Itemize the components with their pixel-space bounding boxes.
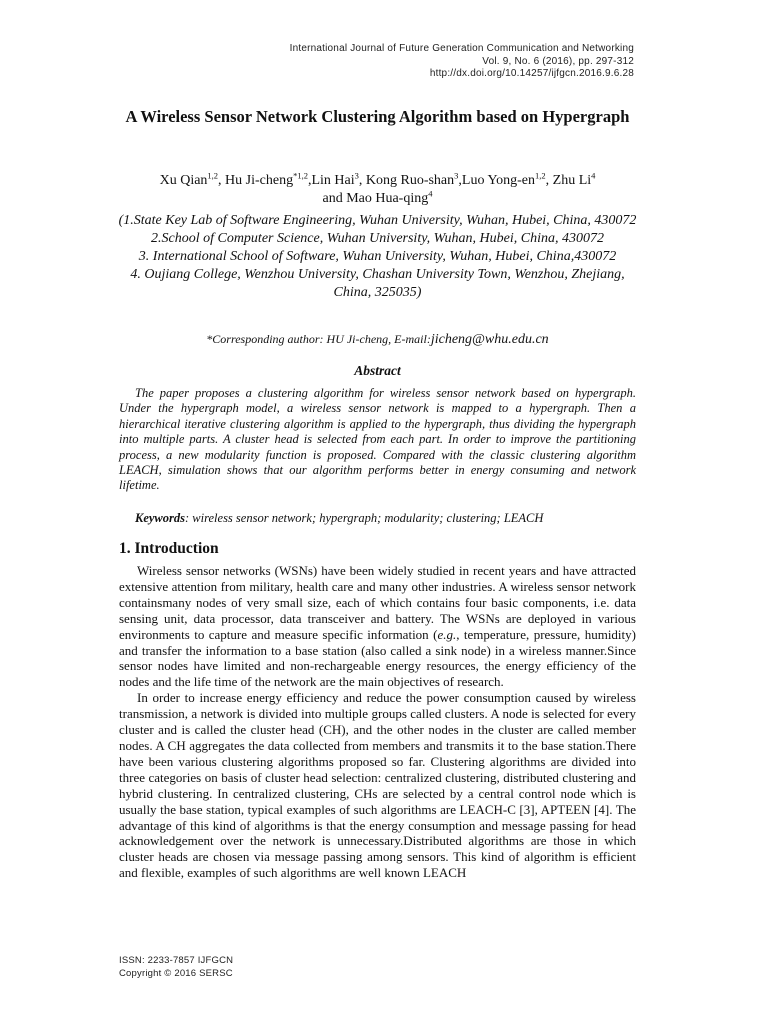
- paragraph-1-part-a: Wireless sensor networks (WSNs) have been widely studied in recent years and have attracted extensive attention from military, health care and many other industries. A wireless sensor network containsmany nodes of very small size, each of which contains four basic components, i.e. data sensing unit, data processor, data transceiver and battery. The WSNs are deployed in various environments to capture and measure specific information (: [119, 563, 636, 642]
- author-list: [110, 172, 645, 208]
- author-affiliation-marker: 3: [354, 170, 359, 181]
- author-affiliation-marker: 1,2: [535, 170, 546, 181]
- keywords: [135, 511, 635, 526]
- author-separator: ,: [358, 173, 366, 188]
- paragraph-1: [119, 563, 636, 690]
- author-affiliation-marker: 4: [428, 188, 433, 199]
- abstract-heading: Abstract: [354, 363, 401, 378]
- keywords-text: : wireless sensor network; hypergraph; modularity; clustering; LEACH: [185, 511, 544, 525]
- keywords-label: Keywords: [135, 511, 185, 525]
- affiliation-3: 3. International School of Software, Wuhan University, Wuhan, Hubei, China,430072: [138, 249, 617, 264]
- journal-name: International Journal of Future Generation Communication and Networking: [289, 43, 634, 54]
- author-name: Zhu Li: [552, 173, 592, 188]
- author-affiliation-marker: 3: [454, 170, 459, 181]
- paragraph-1-eg: e.g.: [437, 626, 457, 642]
- journal-volume: Vol. 9, No. 6 (2016), pp. 297-312: [482, 55, 634, 67]
- section-heading-introduction: 1. Introduction: [119, 540, 219, 557]
- journal-doi: http://dx.doi.org/10.14257/ijfgcn.2016.9.6.28: [429, 68, 634, 79]
- corresponding-author: [110, 331, 645, 348]
- author-separator: ,: [218, 173, 226, 188]
- journal-header: [290, 43, 634, 81]
- abstract-body: [119, 386, 636, 494]
- affiliation-1: (1.State Key Lab of Software Engineering, Wuhan University, Wuhan, Hubei, China, 430072: [118, 213, 637, 228]
- author-name: and Mao Hua-qing: [322, 191, 429, 206]
- author-separator: ,: [458, 173, 462, 188]
- author-name: Luo Yong-en: [461, 173, 536, 188]
- author-name: Xu Qian: [159, 173, 208, 188]
- corresponding-email: jicheng@whu.edu.cn: [430, 332, 549, 347]
- author-name: Lin Hai: [311, 173, 355, 188]
- footer-copyright: Copyright © 2016 SERSC: [119, 968, 233, 979]
- affiliation-2: 2.School of Computer Science, Wuhan University, Wuhan, Hubei, China, 430072: [150, 231, 604, 246]
- affiliation-4: 4. Oujiang College, Wenzhou University, Chashan University Town, Wenzhou, Zhejiang, China, 325035): [130, 267, 625, 300]
- author-affiliation-marker: 4: [591, 170, 596, 181]
- author-name: Hu Ji-cheng: [225, 173, 294, 188]
- author-separator: ,: [545, 173, 553, 188]
- affiliations: [110, 212, 645, 302]
- paragraph-1-part-b: , temperature, pressure, humidity) and transfer the information to a base station (also called a sink node) in a wireless manner.Since sensor nodes have limited and non-rechargeable energy resources, the energy efficiency of the nodes and the life time of the network are the main objectives of research.: [119, 626, 636, 690]
- abstract-text: The paper proposes a clustering algorithm for wireless sensor network based on hypergraph. Under the hypergraph model, a wireless sensor network is mapped to a hypergraph. Then a hierarchical iterative clustering algorithm is applied to the hypergraph, thus dividing the hypergraph into multiple parts. A cluster head is selected from each part. In order to improve the partitioning process, a new modularity function is proposed. Compared with the classic clustering algorithm LEACH, simulation shows that our algorithm performs better in energy consuming and network lifetime.: [119, 386, 636, 493]
- author-affiliation-marker: 1,2: [207, 170, 219, 181]
- paper-title: A Wireless Sensor Network Clustering Algorithm based on Hypergraph: [125, 107, 630, 126]
- corresponding-label: *Corresponding author: HU Ji-cheng, E-mail:: [206, 332, 431, 346]
- author-name: Kong Ruo-shan: [365, 173, 455, 188]
- paragraph-2: In order to increase energy efficiency and reduce the power consumption caused by wireless transmission, a network is divided into multiple groups called clusters. A node is selected for every cluster and is called the cluster head (CH), and the other nodes in the cluster are called member nodes. A CH aggregates the data collected from members and transmits it to the base station.There have been various clustering algorithms proposed so far. Clustering algorithms are divided into three categories on basis of cluster head selection: centralized clustering, distributed clustering and hybrid clustering. In centralized clustering, CHs are selected by a central control node which is usually the base station, typical examples of such algorithms are LEACH-C [3], APTEEN [4]. The advantage of this kind of algorithms is that the energy consumption and message passing for head acknowledgement over the network is unnecessary.Distributed algorithms are those in which cluster heads are chosen via message passing among sensors. This kind of algorithm is efficient and flexible, examples of such algorithms are well known LEACH: [119, 690, 636, 881]
- introduction-body: [119, 563, 636, 881]
- page-footer: [119, 954, 233, 980]
- footer-issn: ISSN: 2233-7857 IJFGCN: [119, 955, 234, 966]
- author-affiliation-marker: *1,2: [293, 170, 308, 181]
- author-separator: ,: [307, 173, 312, 188]
